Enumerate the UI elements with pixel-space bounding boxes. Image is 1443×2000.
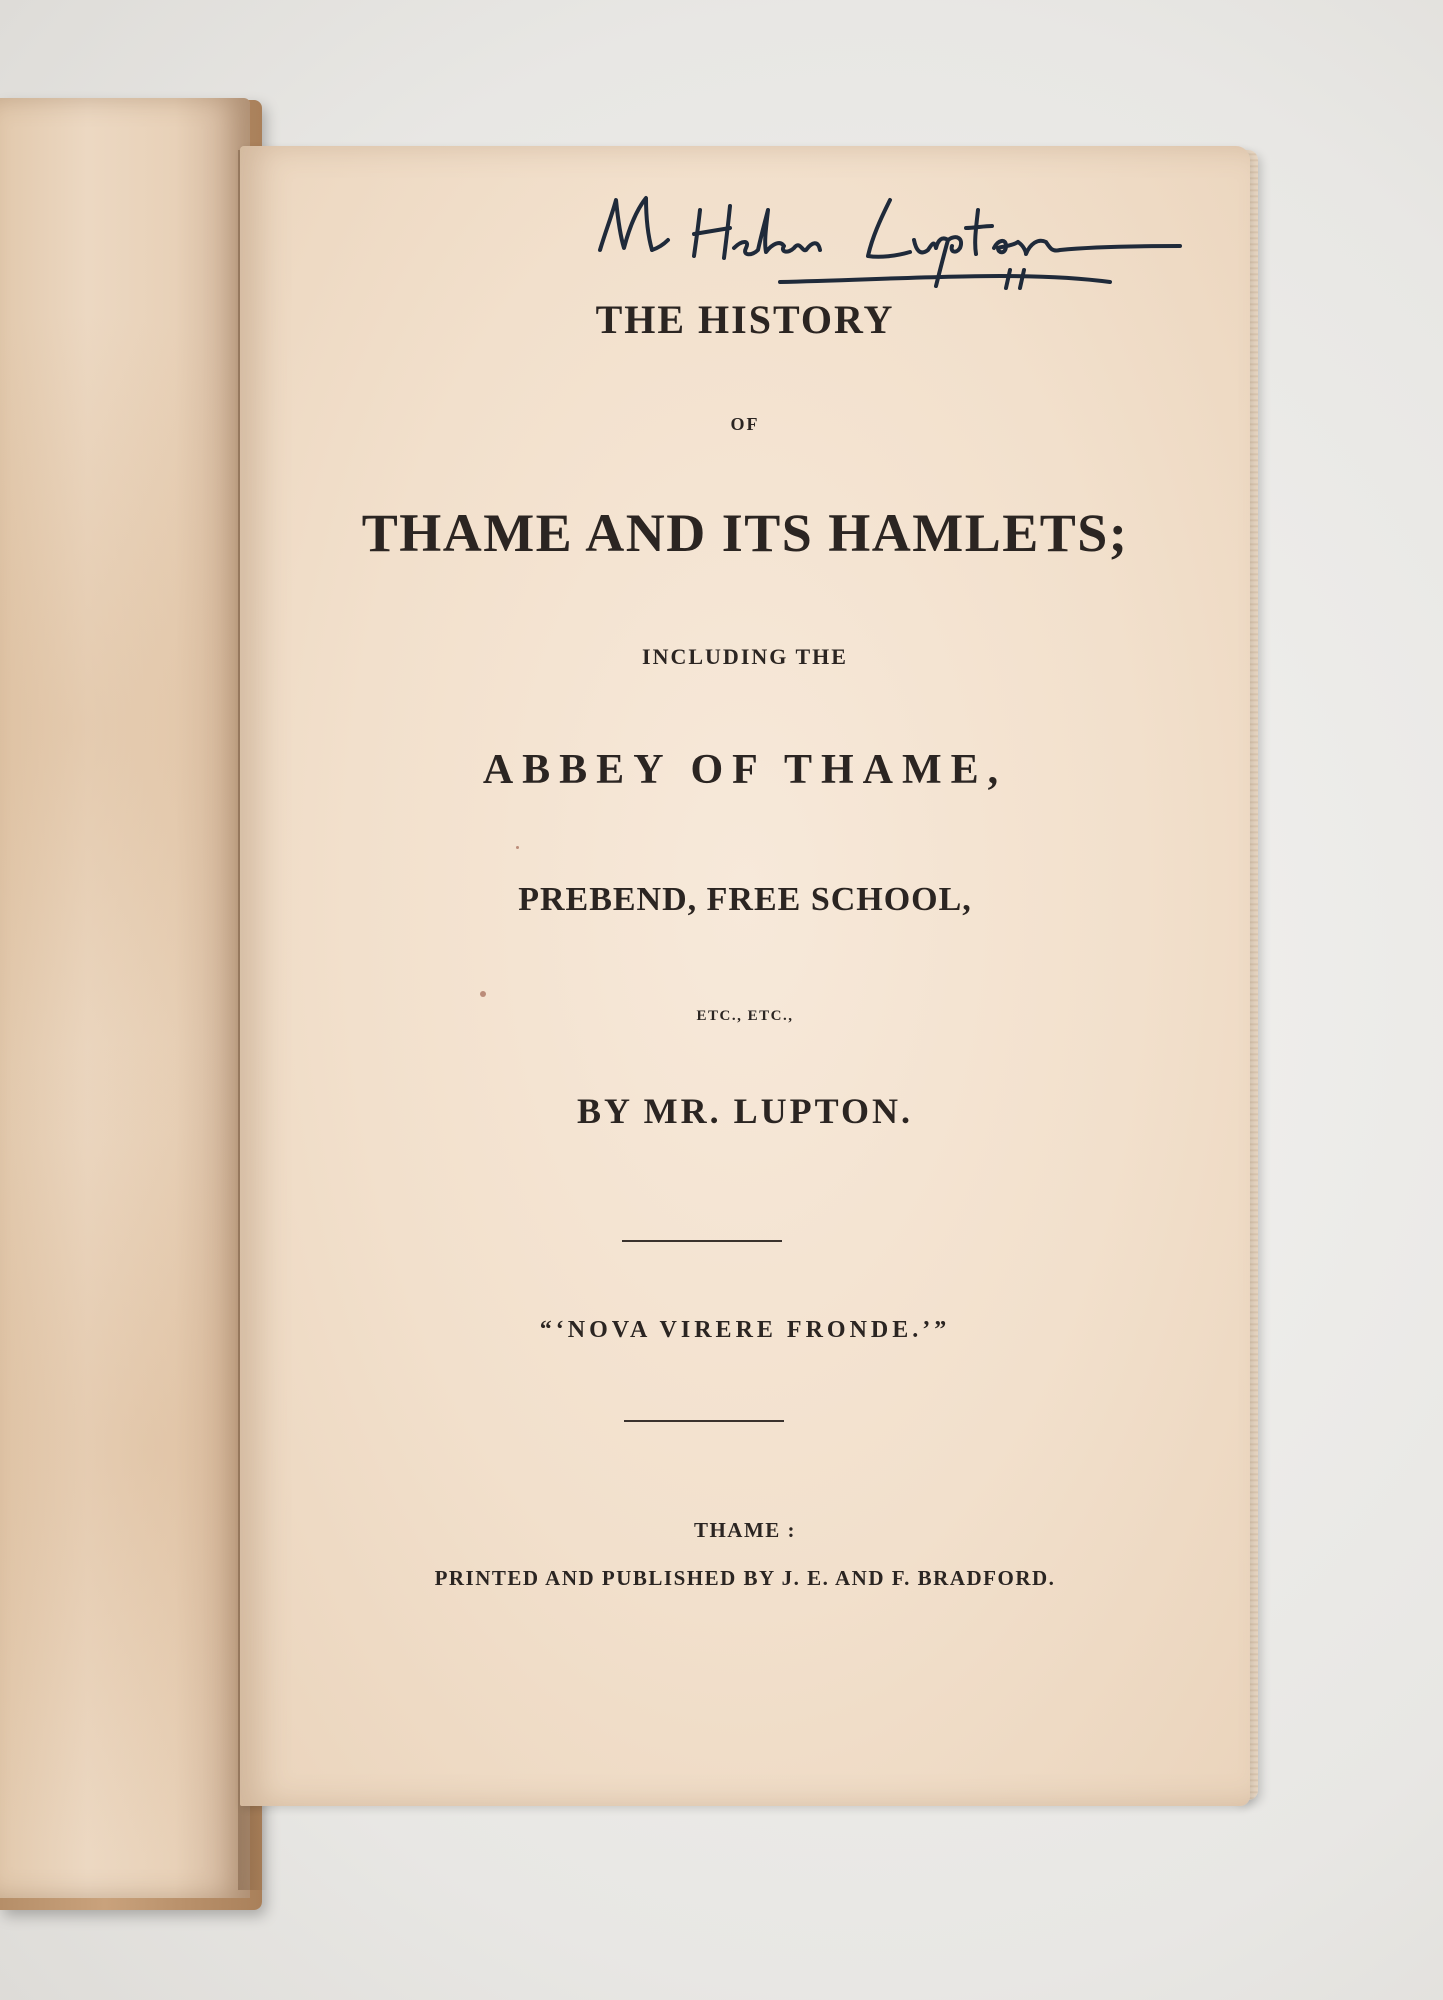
foxing-spot — [516, 846, 519, 849]
foxing-spot — [480, 991, 486, 997]
imprint-publisher: PRINTED AND PUBLISHED BY J. E. AND F. BRADFORD. — [434, 1566, 1056, 1590]
main-title: THAME AND ITS HAMLETS; — [361, 503, 1129, 563]
subtitle-prebend: PREBEND, FREE SCHOOL, — [518, 881, 972, 918]
title-line-etc: ETC., ETC., — [696, 1008, 794, 1024]
divider-rule-bottom — [624, 1420, 784, 1422]
title-line-including: INCLUDING THE — [642, 644, 848, 669]
left-endpaper — [0, 98, 250, 1898]
motto: “‘NOVA VIRERE FRONDE.’” — [539, 1317, 951, 1343]
title-line-of: OF — [730, 414, 760, 434]
handwritten-inscription — [580, 170, 1220, 300]
imprint-place: THAME : — [693, 1518, 797, 1542]
subtitle-abbey: ABBEY OF THAME, — [482, 747, 1008, 793]
author-line: BY MR. LUPTON. — [576, 1091, 913, 1131]
title-line-history: THE HISTORY — [595, 297, 895, 342]
title-page — [240, 146, 1250, 1806]
divider-rule-top — [622, 1240, 782, 1242]
